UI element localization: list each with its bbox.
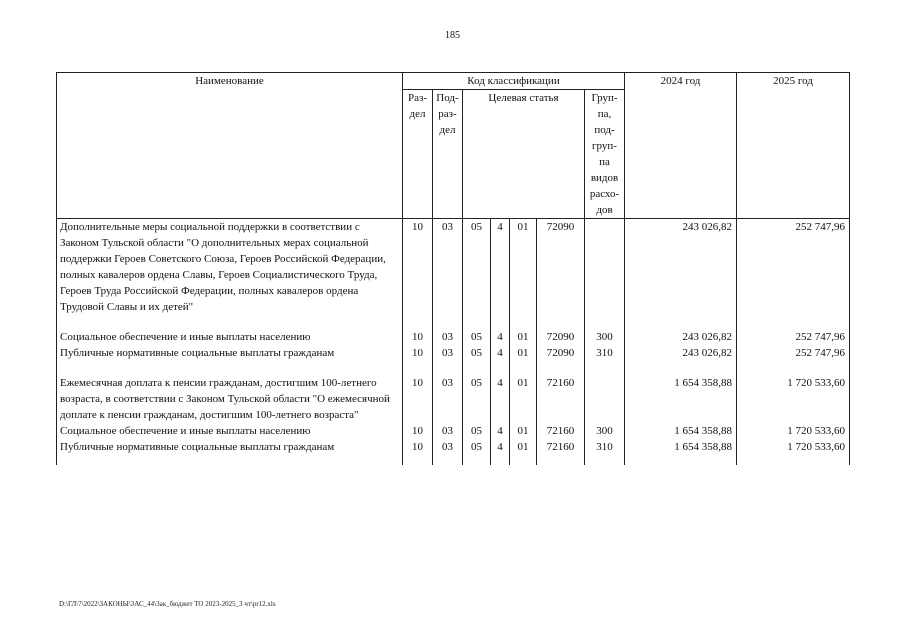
row-name: Дополнительные меры социальной поддержки в соответствии с Законом Тульской области "О дополнительных мерах социальной поддержки Героев Советского Союза, Героев Российской Федерации, полных кавалеров ордена Славы, Героев Социалистического Труда, Героев Труда Российской Федерации, полных кавалеров ордена Трудовой Славы и их детей" [57, 219, 403, 316]
header-expense-group: Груп-па, под-груп-па видов расхо-дов [585, 90, 625, 219]
row-razdel: 10 [403, 439, 433, 455]
row-razdel: 10 [403, 329, 433, 345]
row-cs2: 4 [491, 423, 510, 439]
row-2024: 243 026,82 [625, 219, 737, 316]
row-name: Социальное обеспечение и иные выплаты населению [57, 329, 403, 345]
header-code-classification: Код классификации [403, 73, 625, 90]
row-cs4: 72160 [537, 423, 585, 439]
row-cs2: 4 [491, 329, 510, 345]
table-row [57, 423, 850, 439]
budget-table [56, 72, 850, 465]
row-podrazdel: 03 [433, 329, 463, 345]
row-podrazdel: 03 [433, 439, 463, 455]
footer-file-path: D:\ГЛ\7\2022\ЗАКОНЫ\3АС_44\3ак_бюджет ТО 2023-2025_3 чт\pr12.xls [59, 600, 276, 608]
spacer-row [57, 315, 850, 329]
row-cs3: 01 [510, 439, 537, 455]
row-cs4: 72090 [537, 219, 585, 316]
row-2025: 252 747,96 [737, 219, 850, 316]
row-vid: 310 [585, 345, 625, 361]
row-cs3: 01 [510, 345, 537, 361]
spacer-row [57, 455, 850, 465]
row-2024: 1 654 358,88 [625, 439, 737, 455]
row-cs1: 05 [463, 345, 491, 361]
row-2024: 1 654 358,88 [625, 423, 737, 439]
row-cs1: 05 [463, 439, 491, 455]
header-row-top [57, 73, 850, 90]
row-2024: 243 026,82 [625, 345, 737, 361]
row-cs2: 4 [491, 219, 510, 316]
table-row [57, 329, 850, 345]
row-cs1: 05 [463, 423, 491, 439]
row-cs3: 01 [510, 219, 537, 316]
row-2024: 243 026,82 [625, 329, 737, 345]
row-name: Публичные нормативные социальные выплаты гражданам [57, 439, 403, 455]
row-cs1: 05 [463, 219, 491, 316]
row-podrazdel: 03 [433, 423, 463, 439]
row-cs2: 4 [491, 345, 510, 361]
row-2025: 1 720 533,60 [737, 423, 850, 439]
row-cs4: 72160 [537, 439, 585, 455]
row-2025: 252 747,96 [737, 345, 850, 361]
row-name: Публичные нормативные социальные выплаты гражданам [57, 345, 403, 361]
row-2025: 252 747,96 [737, 329, 850, 345]
row-razdel: 10 [403, 345, 433, 361]
row-cs1: 05 [463, 329, 491, 345]
table-row [57, 375, 850, 423]
page-number: 185 [445, 30, 460, 41]
row-2025: 1 720 533,60 [737, 375, 850, 423]
row-razdel: 10 [403, 375, 433, 423]
table-row [57, 439, 850, 455]
table-row [57, 219, 850, 316]
row-cs4: 72160 [537, 375, 585, 423]
row-2024: 1 654 358,88 [625, 375, 737, 423]
row-cs4: 72090 [537, 345, 585, 361]
row-podrazdel: 03 [433, 375, 463, 423]
spacer-row [57, 361, 850, 375]
row-podrazdel: 03 [433, 345, 463, 361]
row-cs2: 4 [491, 375, 510, 423]
table-row [57, 345, 850, 361]
row-razdel: 10 [403, 219, 433, 316]
row-vid: 300 [585, 423, 625, 439]
row-vid [585, 375, 625, 423]
row-cs3: 01 [510, 329, 537, 345]
row-cs2: 4 [491, 439, 510, 455]
row-vid: 300 [585, 329, 625, 345]
row-name: Ежемесячная доплата к пенсии гражданам, достигшим 100-летнего возраста, в соответствии с Законом Тульской области "О ежемесячной доплате к пенсии гражданам, достигшим 100-летнего возраста" [57, 375, 403, 423]
row-vid: 310 [585, 439, 625, 455]
header-year-2024: 2024 год [625, 73, 737, 219]
row-vid [585, 219, 625, 316]
row-cs4: 72090 [537, 329, 585, 345]
row-razdel: 10 [403, 423, 433, 439]
header-year-2025: 2025 год [737, 73, 850, 219]
row-2025: 1 720 533,60 [737, 439, 850, 455]
row-name: Социальное обеспечение и иные выплаты населению [57, 423, 403, 439]
row-cs3: 01 [510, 423, 537, 439]
header-subsection: Под-раз-дел [433, 90, 463, 219]
header-section: Раз-дел [403, 90, 433, 219]
row-podrazdel: 03 [433, 219, 463, 316]
row-cs3: 01 [510, 375, 537, 423]
row-cs1: 05 [463, 375, 491, 423]
header-name: Наименование [57, 73, 403, 219]
header-target-article: Целевая статья [463, 90, 585, 219]
